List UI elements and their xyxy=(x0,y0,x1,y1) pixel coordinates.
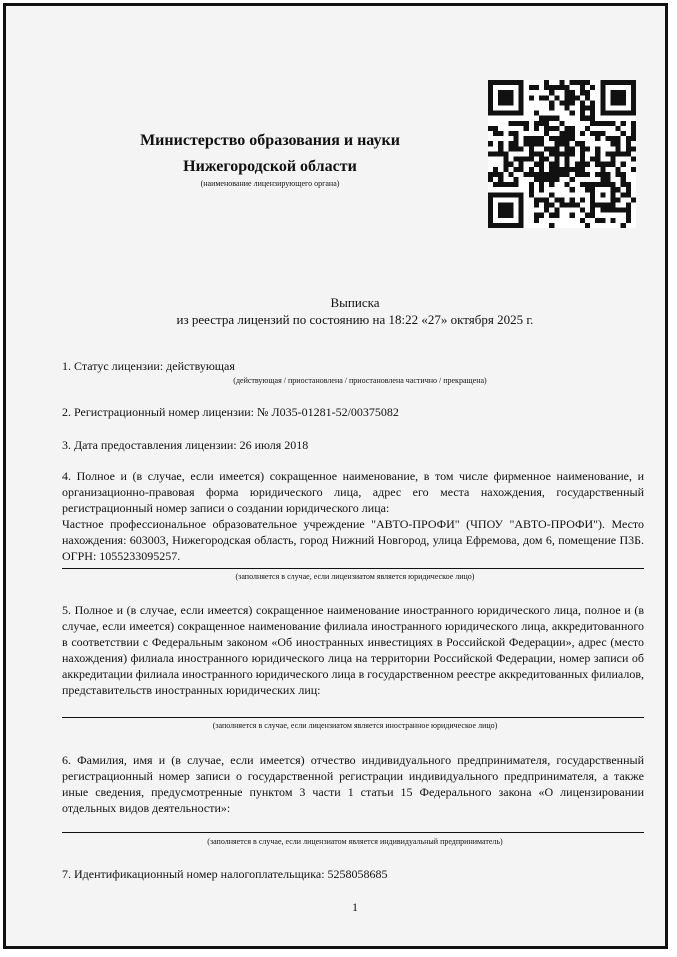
item-5-caption: (заполняется в случае, если лицензиатом является иностранное юридическое лицо) xyxy=(212,721,498,730)
item-4-caption: (заполняется в случае, если лицензиатом является юридическое лицо) xyxy=(235,572,475,581)
item-6-label: 6. Фамилия, имя и (в случае, если имеется) отчество индивидуального предпринимателя, государственный регистрационный номер записи о государственной регистрации индивидуального предпринимателя, а также иные сведения, предусмотренные пунктом 3 части 1 статьи 15 Федерального закона «О лицензировании отдельных видов деятельности»: xyxy=(62,753,644,815)
item-3-date: 3. Дата предоставления лицензии: 26 июля 2018 xyxy=(62,438,309,452)
item-5-label: 5. Полное и (в случае, если имеется) сокращенное наименование иностранного юридического лица, полное и (в случае, если имеется) сокращенное наименование филиала иностранного юридического лица, аккредитованного в соответствии с Федеральным законом «Об иностранных инвестициях в Российской Федерации», адрес (место нахождения) филиала иностранного юридического лица на территории Российской Федерации, номер записи об аккредитации филиала иностранного юридического лица в государственном реестре аккредитованных филиалов, представительств иностранных юридических лиц: xyxy=(62,603,644,697)
item-1-status: 1. Статус лицензии: действующая xyxy=(62,359,235,373)
item-6-underline xyxy=(62,832,644,833)
title-line-1: Выписка xyxy=(330,295,380,310)
item-4-label: 4. Полное и (в случае, если имеется) сокращенное наименование, в том числе фирменное наименование, и организационно-правовая форма юридического лица, адрес его места нахождения, государственный регистрационный номер записи о создании юридического лица: xyxy=(62,469,644,515)
title-line-2: из реестра лицензий по состоянию на 18:22 «27» октября 2025 г. xyxy=(176,312,534,327)
licensing-authority xyxy=(90,128,450,180)
page-number: 1 xyxy=(352,900,358,914)
document-title xyxy=(60,294,650,328)
item-5-underline xyxy=(62,717,644,718)
item-7-inn: 7. Идентификационный номер налогоплательщика: 5258058685 xyxy=(62,867,388,881)
authority-caption: (наименование лицензирующего органа) xyxy=(200,179,340,188)
item-4-value: Частное профессиональное образовательное учреждение "АВТО-ПРОФИ" (ЧПОУ "АВТО-ПРОФИ"). Место нахождения: 603003, Нижегородская область, город Нижний Новгород, улица Ефремова, дом 6, помещение П3Б. ОГРН: 1055233095257. xyxy=(62,517,644,563)
item-1-caption: (действующая / приостановлена / приостановлена частично / прекращена) xyxy=(233,376,487,385)
item-2-reg-number: 2. Регистрационный номер лицензии: № Л035-01281-52/00375082 xyxy=(62,405,399,419)
qr-code-icon xyxy=(488,80,636,228)
item-4-underline xyxy=(62,568,644,569)
authority-line-1: Министерство образования и науки xyxy=(140,132,400,149)
authority-line-2: Нижегородской области xyxy=(183,158,357,175)
item-6-caption: (заполняется в случае, если лицензиатом является индивидуальный предприниматель) xyxy=(207,837,503,846)
